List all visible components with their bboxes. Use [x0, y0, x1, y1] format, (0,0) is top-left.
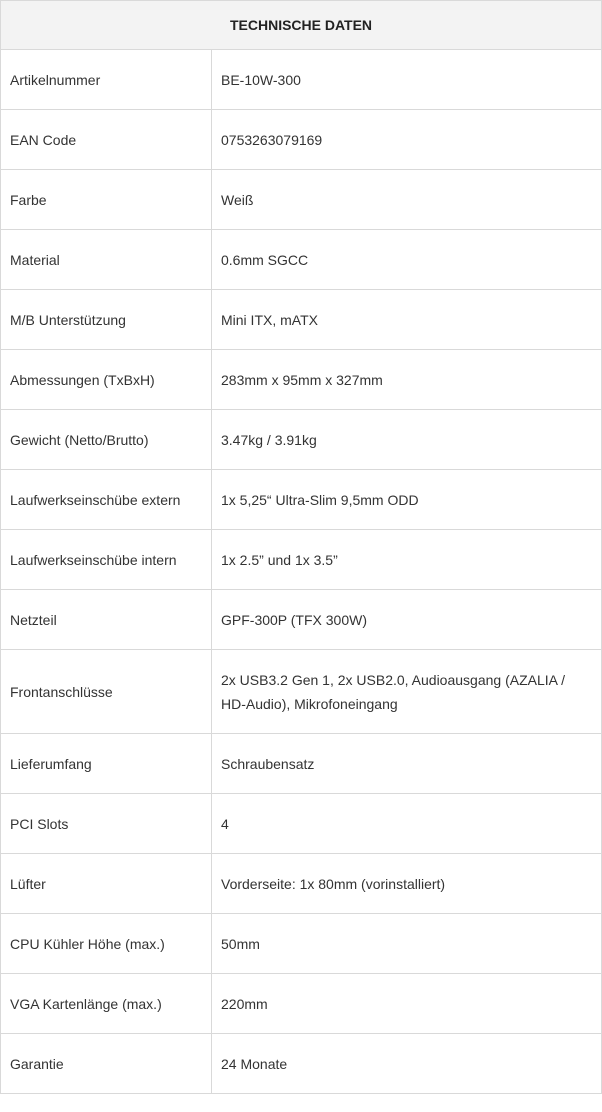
spec-label: Material: [1, 230, 212, 290]
spec-value: 220mm: [212, 974, 602, 1034]
spec-value: Weiß: [212, 170, 602, 230]
spec-label: Abmessungen (TxBxH): [1, 350, 212, 410]
spec-label: Laufwerkseinschübe intern: [1, 530, 212, 590]
table-row-frontanschluesse: [1, 650, 602, 734]
spec-value: BE-10W-300: [212, 50, 602, 110]
spec-value: 4: [212, 794, 602, 854]
table-row-laufwerke-intern: [1, 530, 602, 590]
spec-value: 2x USB3.2 Gen 1, 2x USB2.0, Audioausgang (AZALIA / HD-Audio), Mikrofoneingang: [212, 650, 602, 734]
spec-value: 0.6mm SGCC: [212, 230, 602, 290]
spec-value: 3.47kg / 3.91kg: [212, 410, 602, 470]
table-row-artikelnummer: [1, 50, 602, 110]
spec-label: Gewicht (Netto/Brutto): [1, 410, 212, 470]
spec-label: Laufwerkseinschübe extern: [1, 470, 212, 530]
table-row-ean-code: [1, 110, 602, 170]
table-row-laufwerke-extern: [1, 470, 602, 530]
spec-label: Farbe: [1, 170, 212, 230]
spec-label: Lüfter: [1, 854, 212, 914]
spec-label: EAN Code: [1, 110, 212, 170]
table-row-pci-slots: [1, 794, 602, 854]
spec-value: 0753263079169: [212, 110, 602, 170]
table-row-cpu-kuehler-hoehe: [1, 914, 602, 974]
spec-value: 50mm: [212, 914, 602, 974]
spec-label: Frontanschlüsse: [1, 650, 212, 734]
spec-label: Artikelnummer: [1, 50, 212, 110]
spec-value: GPF-300P (TFX 300W): [212, 590, 602, 650]
spec-value: Schraubensatz: [212, 734, 602, 794]
spec-label: Netzteil: [1, 590, 212, 650]
spec-label: M/B Unterstützung: [1, 290, 212, 350]
spec-label: PCI Slots: [1, 794, 212, 854]
table-row-gewicht: [1, 410, 602, 470]
spec-label: CPU Kühler Höhe (max.): [1, 914, 212, 974]
table-row-material: [1, 230, 602, 290]
spec-value: 1x 5,25“ Ultra-Slim 9,5mm ODD: [212, 470, 602, 530]
spec-label: VGA Kartenlänge (max.): [1, 974, 212, 1034]
spec-value: Mini ITX, mATX: [212, 290, 602, 350]
table-row-farbe: [1, 170, 602, 230]
table-header: TECHNISCHE DATEN: [1, 1, 602, 50]
table-row-abmessungen: [1, 350, 602, 410]
table-header-row: [1, 1, 602, 50]
table-row-lieferumfang: [1, 734, 602, 794]
spec-label: Lieferumfang: [1, 734, 212, 794]
spec-value: 1x 2.5” und 1x 3.5”: [212, 530, 602, 590]
table-row-garantie: [1, 1034, 602, 1094]
spec-label: Garantie: [1, 1034, 212, 1094]
spec-value: 283mm x 95mm x 327mm: [212, 350, 602, 410]
spec-value: Vorderseite: 1x 80mm (vorinstalliert): [212, 854, 602, 914]
table-row-netzteil: [1, 590, 602, 650]
table-row-luefter: [1, 854, 602, 914]
spec-value: 24 Monate: [212, 1034, 602, 1094]
table-row-vga-kartenlaenge: [1, 974, 602, 1034]
table-row-mb-unterstuetzung: [1, 290, 602, 350]
